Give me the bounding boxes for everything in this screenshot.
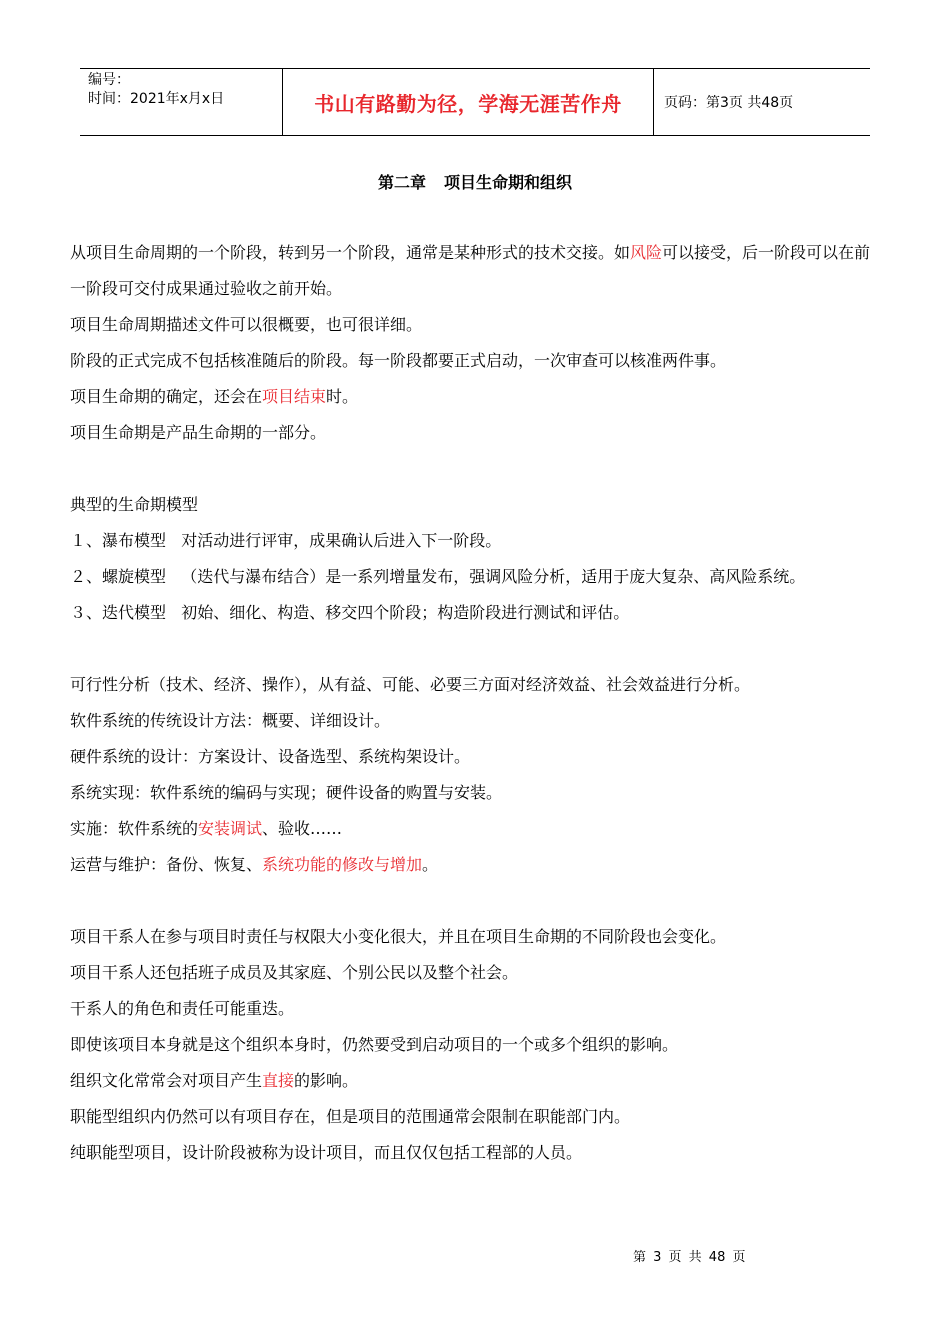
chapter-heading	[0, 170, 950, 193]
document-number: 编号：	[88, 72, 130, 88]
paragraph: 从项目生命周期的一个阶段，转到另一个阶段，通常是某种形式的技术交接。如风险可以接受，后一阶段可以在前一阶段可交付成果通过验收之前开始。	[70, 243, 871, 298]
paragraph: 系统实现：软件系统的编码与实现；硬件设备的购置与安装。	[70, 783, 503, 802]
paragraph: 实施：软件系统的安装调试、验收……	[70, 819, 343, 838]
highlight-text: 风险	[630, 243, 663, 262]
document-body	[70, 235, 884, 1171]
chapter-title: 项目生命期和组织	[444, 173, 573, 192]
highlight-text: 安装调试	[198, 819, 263, 838]
paragraph: 纯职能型项目，设计阶段被称为设计项目，而且仅仅包括工程部的人员。	[70, 1143, 583, 1162]
paragraph: 硬件系统的设计：方案设计、设备选型、系统构架设计。	[70, 747, 471, 766]
section-title: 典型的生命期模型	[70, 495, 199, 514]
paragraph: 项目生命周期描述文件可以很概要，也可很详细。	[70, 315, 423, 334]
chapter-number: 第二章	[377, 173, 426, 192]
highlight-text: 系统功能的修改与增加	[262, 855, 423, 874]
list-item: ３、迭代模型 初始、细化、构造、移交四个阶段；构造阶段进行测试和评估。	[70, 603, 630, 622]
document-time: 时间：2021年x月x日	[88, 91, 225, 107]
paragraph: 项目生命期的确定，还会在项目结束时。	[70, 387, 359, 406]
paragraph: 可行性分析（技术、经济、操作），从有益、可能、必要三方面对经济效益、社会效益进行分析。	[70, 675, 751, 694]
list-item: ２、螺旋模型 （迭代与瀑布结合）是一系列增量发布，强调风险分析，适用于庞大复杂、高风险系统。	[70, 567, 806, 586]
header-page-info: 页码：第3页 共48页	[664, 95, 794, 111]
paragraph: 项目生命期是产品生命期的一部分。	[70, 423, 327, 442]
paragraph: 运营与维护：备份、恢复、系统功能的修改与增加。	[70, 855, 439, 874]
highlight-text: 直接	[262, 1071, 295, 1090]
paragraph: 项目干系人还包括班子成员及其家庭、个别公民以及整个社会。	[70, 963, 519, 982]
page-header	[80, 68, 870, 136]
paragraph: 职能型组织内仍然可以有项目存在，但是项目的范围通常会限制在职能部门内。	[70, 1107, 631, 1126]
paragraph: 即使该项目本身就是这个组织本身时，仍然要受到启动项目的一个或多个组织的影响。	[70, 1035, 679, 1054]
page-footer: 第 3 页 共 48 页	[633, 1250, 746, 1265]
list-item: １、瀑布模型 对活动进行评审，成果确认后进入下一阶段。	[70, 531, 502, 550]
paragraph: 组织文化常常会对项目产生直接的影响。	[70, 1071, 359, 1090]
paragraph: 阶段的正式完成不包括核准随后的阶段。每一阶段都要正式启动，一次审查可以核准两件事。	[70, 351, 727, 370]
paragraph: 项目干系人在参与项目时责任与权限大小变化很大，并且在项目生命期的不同阶段也会变化。	[70, 927, 727, 946]
paragraph: 干系人的角色和责任可能重迭。	[70, 999, 295, 1018]
header-meta	[80, 69, 282, 135]
highlight-text: 项目结束	[262, 387, 327, 406]
header-motto: 书山有路勤为径，学海无涯苦作舟	[282, 69, 654, 135]
paragraph: 软件系统的传统设计方法：概要、详细设计。	[70, 711, 391, 730]
